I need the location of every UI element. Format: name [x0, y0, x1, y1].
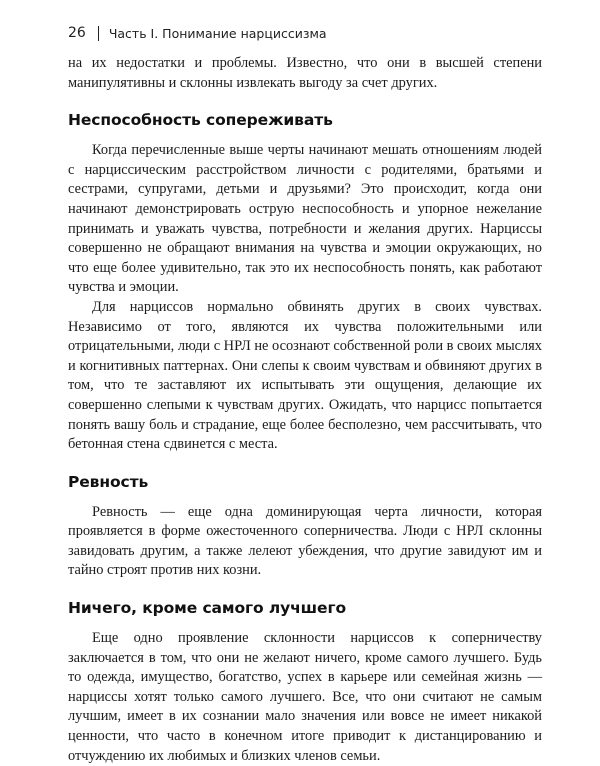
paragraph: Когда перечисленные выше черты начинают мешать отношениям людей с нарциссическим расстройством личности с родителями, братьями и сестрами, супругами, детьми и друзьями? Это происходит, когда они начинают демонстрировать острую неспособность и упорное нежелание принимать и уважать чувства, потребности и желания других. Нарциссы совершенно не обращают внимания на чувства и эмоции окружающих, но что еще более удивительно, так это их неспособность понять, как работают чувства и эмоции.: [68, 142, 542, 296]
paragraph: Еще одно проявление склонности нарциссов к соперничеству заключается в том, что они не желают ничего, кроме самого лучшего. Будь то одежда, имущество, богатство, успех в карьере или семейная жизнь — нарциссы хотят только самого лучшего. Все, что они считают не самым лучшим, имеет в их сознании мало значения или вовсе не имеет никакой ценности, что часто в конечном итоге приводит к дистанцированию и отчуждению их любимых и близких членов семьи.: [68, 630, 542, 764]
paragraph: Ревность — еще одна доминирующая черта личности, которая проявляется в форме ожесточенного соперничества. Люди с НРЛ склонны завидовать другим, а также лелеют убеждения, что другие завидуют им и тайно строят против них козни.: [68, 503, 542, 579]
paragraph: Для нарциссов нормально обвинять других в своих чувствах. Независимо от того, являются их чувства положительными или отрицательными, люди с НРЛ не осознают собственной роли в своих мыслях и когнитивных паттернах. Они слепы к своим чувствам и обвиняют других в том, что те заставляют их испытывать эти ощущения, делающие их совершенно слепыми к чувствам других. Ожидать, что нарцисс попытается понять вашу боль и страдание, еще более бесполезно, чем рассчитывать, что бетонная стена сдвинется с места.: [68, 298, 542, 453]
header-separator: [98, 26, 99, 41]
chapter-title: Часть I. Понимание нарциссизма: [108, 25, 327, 41]
section-heading-empathy: Неспособность сопереживать: [68, 111, 333, 130]
book-page: [68, 22, 542, 766]
section-heading-only-the-best: Ничего, кроме самого лучшего: [68, 599, 346, 618]
page-number: 26: [68, 25, 86, 41]
running-head: [68, 22, 542, 44]
intro-paragraph: на их недостатки и проблемы. Известно, что они в высшей степени манипулятивны и склонны извлекать выгоду за счет других.: [68, 55, 542, 91]
section-heading-jealousy: Ревность: [68, 472, 149, 491]
